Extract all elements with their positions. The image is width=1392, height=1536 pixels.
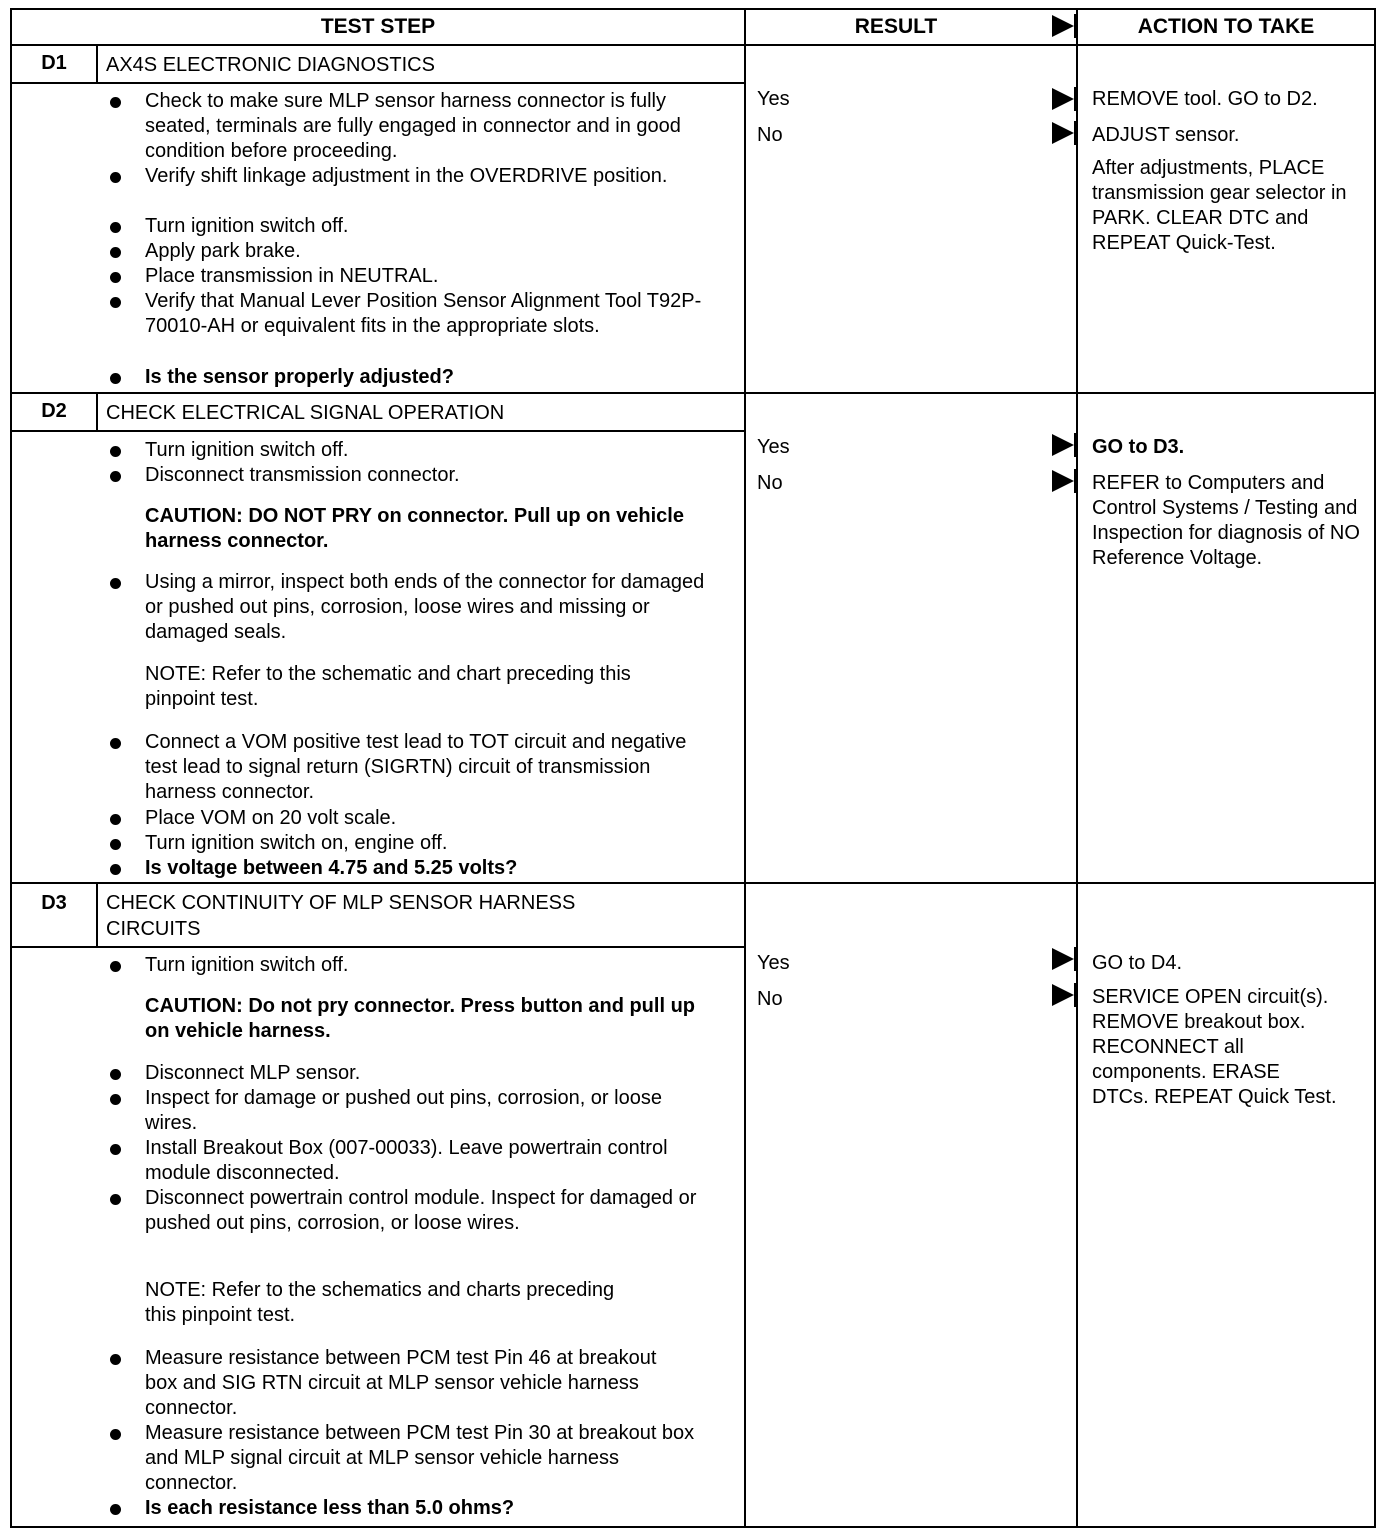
step-instruction: Disconnect powertrain control module. Inspect for damaged or pushed out pins, corrosion, or loose wires. [145,1187,697,1235]
title-rule [10,946,746,948]
action-yes: GO to D3. [1092,436,1185,458]
step-instruction: Using a mirror, inspect both ends of the connector for damaged or pushed out pins, corrosion, loose wires and missing or damaged seals. [145,571,705,644]
step-title: CHECK ELECTRICAL SIGNAL OPERATION [106,402,505,424]
bullet-icon [110,1354,121,1365]
row-rule [10,392,1376,394]
result-arrow-icon [1052,434,1074,456]
action-yes: REMOVE tool. GO to D2. [1092,88,1318,110]
title-rule [10,82,746,84]
step-instruction: Turn ignition switch off. [145,215,349,237]
result-arrow-icon [1052,88,1074,110]
result-arrow-icon [1052,470,1074,492]
step-question: Is the sensor properly adjusted? [145,366,454,388]
step-question: Is voltage between 4.75 and 5.25 volts? [145,857,518,879]
step-id: D1 [41,52,67,74]
result-arrow-bar-icon [1074,983,1077,1007]
step-instruction: Check to make sure MLP sensor harness connector is fully seated, terminals are fully engaged in connector and in good condition before proceeding. [145,90,681,163]
step-id: D2 [41,400,67,422]
column-divider [744,8,746,1528]
header-arrow-bar-icon [1074,14,1077,38]
bullet-icon [110,272,121,283]
result-yes: Yes [757,88,790,110]
result-arrow-bar-icon [1074,87,1077,111]
bullet-icon [110,1069,121,1080]
title-rule [10,430,746,432]
bullet-icon [110,814,121,825]
step-instruction: Place VOM on 20 volt scale. [145,807,397,829]
step-instruction: Measure resistance between PCM test Pin 30 at breakout box and MLP signal circuit at MLP sensor vehicle harness connector. [145,1422,695,1495]
bullet-icon [110,839,121,850]
result-arrow-bar-icon [1074,433,1077,457]
result-no: No [757,472,783,494]
bullet-icon [110,172,121,183]
bullet-icon [110,1194,121,1205]
bullet-icon [110,1504,121,1515]
bullet-icon [110,97,121,108]
header-arrow-icon [1052,15,1074,37]
bullet-icon [110,222,121,233]
result-no: No [757,988,783,1010]
step-instruction: Verify shift linkage adjustment in the OVERDRIVE position. [145,165,668,187]
bullet-icon [110,373,121,384]
step-id-divider [96,394,98,432]
bullet-icon [110,297,121,308]
result-arrow-icon [1052,948,1074,970]
result-arrow-bar-icon [1074,121,1077,145]
step-instruction: Disconnect MLP sensor. [145,1062,361,1084]
step-instruction: Apply park brake. [145,240,301,262]
header-action: ACTION TO TAKE [1137,15,1315,38]
bullet-icon [110,471,121,482]
step-instruction: Turn ignition switch off. [145,439,349,461]
result-arrow-bar-icon [1074,469,1077,493]
header-result: RESULT [854,15,938,38]
result-arrow-icon [1052,122,1074,144]
step-instruction: Place transmission in NEUTRAL. [145,265,439,287]
step-id: D3 [41,892,67,914]
bullet-icon [110,1144,121,1155]
result-yes: Yes [757,952,790,974]
step-instruction: Measure resistance between PCM test Pin 46 at breakout box and SIG RTN circuit at MLP sensor vehicle harness connector. [145,1347,657,1420]
note-text: NOTE: Refer to the schematics and charts preceding this pinpoint test. [145,1279,615,1327]
bullet-icon [110,1429,121,1440]
bullet-icon [110,961,121,972]
step-instruction: Connect a VOM positive test lead to TOT circuit and negative test lead to signal return (SIGRTN) circuit of transmission harness connector. [145,731,687,804]
step-title: AX4S ELECTRONIC DIAGNOSTICS [106,54,435,76]
action-yes: GO to D4. [1092,952,1183,974]
row-rule [10,882,1376,884]
column-divider [1076,8,1078,1528]
result-yes: Yes [757,436,790,458]
header-test-step: TEST STEP [320,15,436,38]
result-no: No [757,124,783,146]
step-instruction: Install Breakout Box (007-00033). Leave powertrain control module disconnected. [145,1137,668,1185]
bullet-icon [110,578,121,589]
step-instruction: Turn ignition switch on, engine off. [145,832,448,854]
action-no: REFER to Computers and Control Systems / Testing and Inspection for diagnosis of NO Reference Voltage. [1092,472,1360,569]
action-no: ADJUST sensor. [1092,124,1240,146]
step-id-divider [96,884,98,948]
action-no-detail: After adjustments, PLACE transmission gear selector in PARK. CLEAR DTC and REPEAT Quick-Test. [1092,157,1347,254]
bullet-icon [110,247,121,258]
result-arrow-icon [1052,984,1074,1006]
step-question: Is each resistance less than 5.0 ohms? [145,1497,515,1519]
header-rule [10,44,1376,46]
caution-text: CAUTION: Do not pry connector. Press button and pull up on vehicle harness. [145,995,695,1043]
note-text: NOTE: Refer to the schematic and chart preceding this pinpoint test. [145,663,631,711]
result-arrow-bar-icon [1074,947,1077,971]
step-id-divider [96,46,98,84]
action-no: SERVICE OPEN circuit(s). REMOVE breakout box. RECONNECT all components. ERASE DTCs. REPEAT Quick Test. [1092,986,1337,1108]
step-instruction: Disconnect transmission connector. [145,464,460,486]
bullet-icon [110,864,121,875]
step-title: CHECK CONTINUITY OF MLP SENSOR HARNESS CIRCUITS [106,892,576,940]
bullet-icon [110,1094,121,1105]
bullet-icon [110,738,121,749]
step-instruction: Inspect for damage or pushed out pins, corrosion, or loose wires. [145,1087,662,1135]
step-instruction: Verify that Manual Lever Position Sensor Alignment Tool T92P-70010-AH or equivalent fits in the appropriate slots. [145,290,702,338]
caution-text: CAUTION: DO NOT PRY on connector. Pull up on vehicle harness connector. [145,505,684,553]
bullet-icon [110,446,121,457]
step-instruction: Turn ignition switch off. [145,954,349,976]
